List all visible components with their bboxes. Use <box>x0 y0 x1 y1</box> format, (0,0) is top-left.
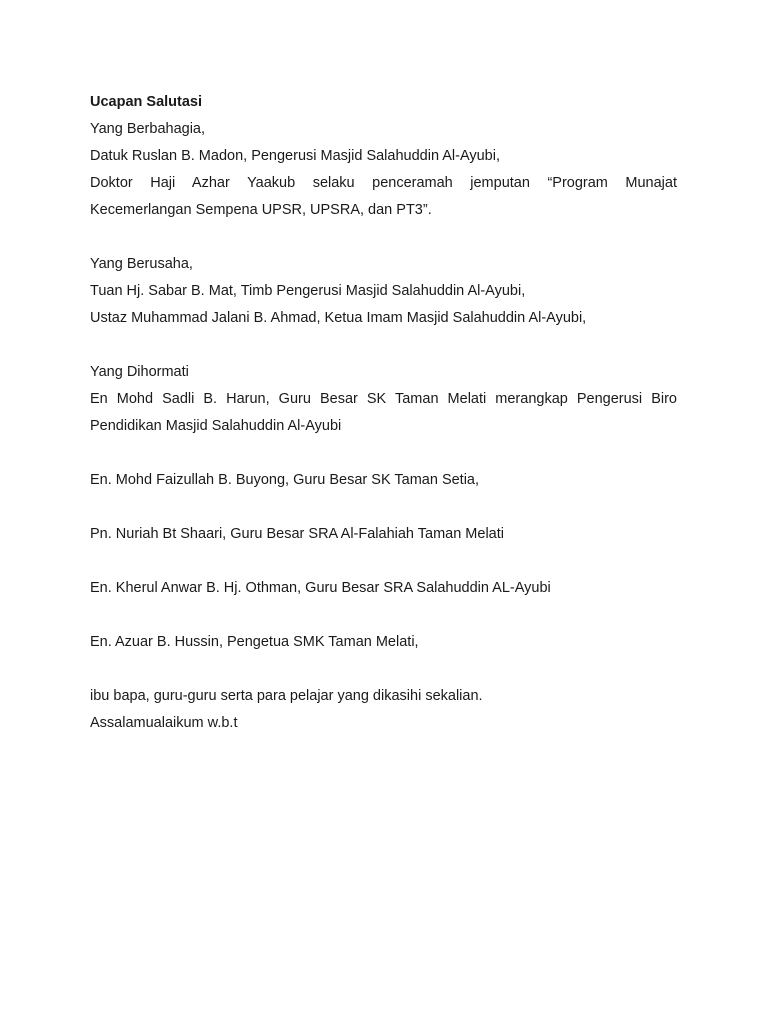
greeting-berbahagia: Yang Berbahagia, <box>90 121 206 137</box>
document-page <box>90 89 677 737</box>
salutation-line-justified: En Mohd Sadli B. Harun, Guru Besar SK Taman Melati merangkap Pengerusi Biro <box>90 391 677 407</box>
paragraph-gap <box>90 224 677 251</box>
salutation-line: Datuk Ruslan B. Madon, Pengerusi Masjid Salahuddin Al-Ayubi, <box>90 148 500 164</box>
paragraph-gap <box>90 440 677 467</box>
paragraph-gap <box>90 494 677 521</box>
greeting-dihormati: Yang Dihormati <box>90 364 189 380</box>
salutation-line: En. Mohd Faizullah B. Buyong, Guru Besar SK Taman Setia, <box>90 472 480 488</box>
salutation-line: Pn. Nuriah Bt Shaari, Guru Besar SRA Al-Falahiah Taman Melati <box>90 526 504 542</box>
paragraph-gap <box>90 656 677 683</box>
salutation-line-justified: Doktor Haji Azhar Yaakub selaku penceramah jemputan “Program Munajat <box>90 175 677 191</box>
salutation-line: Ustaz Muhammad Jalani B. Ahmad, Ketua Imam Masjid Salahuddin Al-Ayubi, <box>90 310 587 326</box>
salutation-line: Kecemerlangan Sempena UPSR, UPSRA, dan PT3”. <box>90 202 432 218</box>
paragraph-gap <box>90 548 677 575</box>
closing-greeting: Assalamualaikum w.b.t <box>90 715 238 731</box>
paragraph-gap <box>90 602 677 629</box>
greeting-berusaha: Yang Berusaha, <box>90 256 193 272</box>
salutation-line: En. Kherul Anwar B. Hj. Othman, Guru Besar SRA Salahuddin AL-Ayubi <box>90 580 551 596</box>
document-title: Ucapan Salutasi <box>90 94 203 110</box>
salutation-line: Tuan Hj. Sabar B. Mat, Timb Pengerusi Masjid Salahuddin Al-Ayubi, <box>90 283 526 299</box>
paragraph-gap <box>90 332 677 359</box>
salutation-line: Pendidikan Masjid Salahuddin Al-Ayubi <box>90 418 342 434</box>
closing-line: ibu bapa, guru-guru serta para pelajar yang dikasihi sekalian. <box>90 688 483 704</box>
salutation-line: En. Azuar B. Hussin, Pengetua SMK Taman Melati, <box>90 634 419 650</box>
